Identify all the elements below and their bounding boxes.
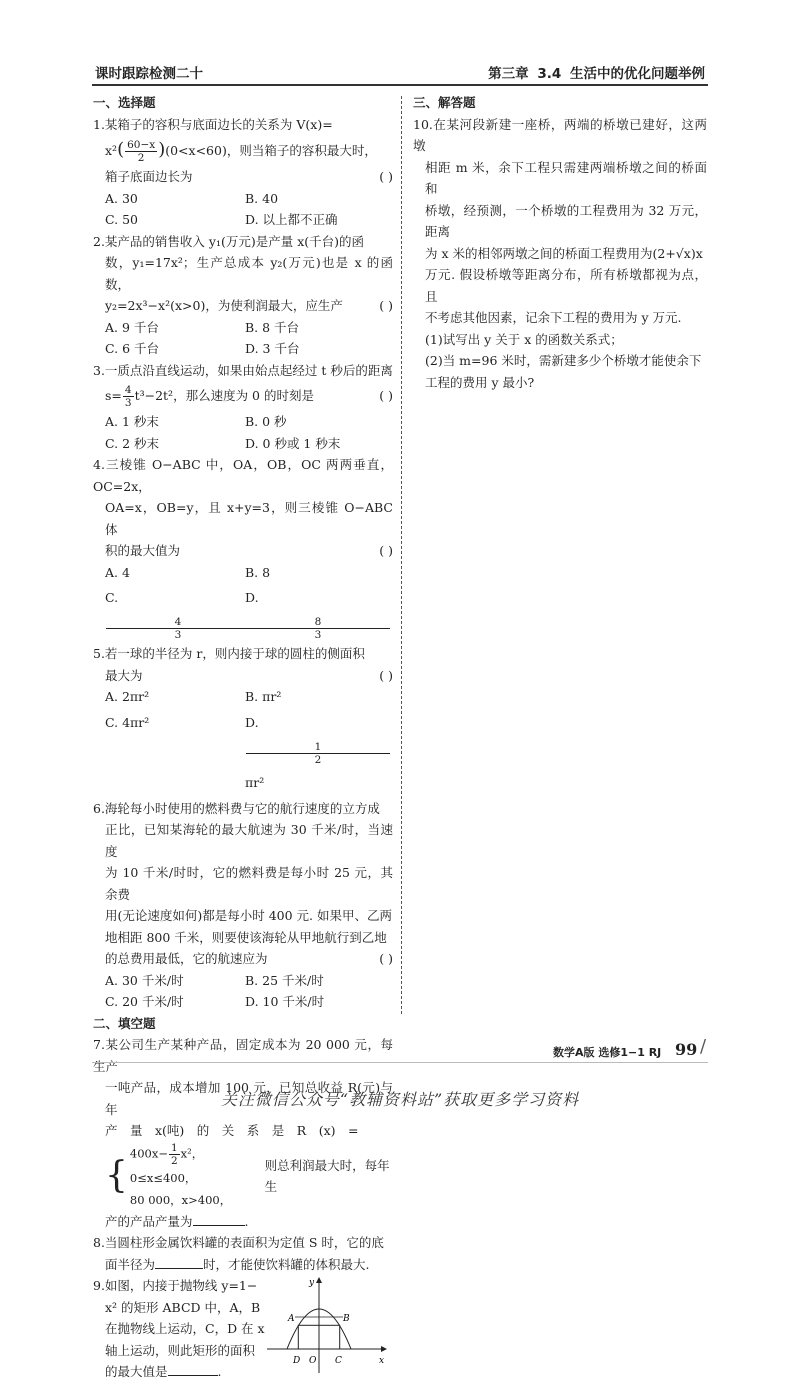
page-slash: / [700,1036,707,1057]
fig-label-c: C [335,1356,342,1366]
q10-line5: 万元. 假设桥墩等距离分布，所有桥墩都视为点，且 [425,267,707,304]
q5-option-a: A. 2πr² [105,689,150,704]
q7-case-2: 80 000，x>400， [129,1192,232,1207]
q2-options-ab [93,317,393,339]
q7-line5: 产的产品产量为 . [105,1213,249,1229]
q1-options-ab [93,188,393,210]
q1-line1: 1.某箱子的容积与底面边长的关系为 V(x)= [93,116,333,132]
fig-label-y: y [309,1278,315,1288]
q4-answer-paren: ( ) [379,543,393,558]
q7-brace: { [105,1155,128,1196]
q3-options-ab [93,411,393,433]
q6-line5: 地相距 800 千米，则要使该海轮从甲地航行到乙地 [105,929,387,945]
page-number: 99 [675,1040,698,1059]
fig-label-b: B [343,1314,350,1324]
q8-line2: 面半径为 时，才能使饮料罐的体积最大. [105,1256,370,1272]
q3-options-cd [93,433,393,455]
q6-line2: 正比，已知某海轮的最大航速为 30 千米/时，当速度 [105,822,393,859]
q4-option-c: C. $\frac{4}{3}$ [105,583,245,643]
q7-tail: 则总利润最大时，每年生 [264,1157,390,1194]
q7-line3: 产 量 x(吨) 的 关 系 是 R (x) = [105,1123,359,1138]
q7-line1: 7.某公司生产某种产品，固定成本为 20 000 元，每生产 [93,1037,393,1074]
q4-option-d: D. $\frac{8}{3}$ [245,583,385,643]
q9-answer-blank[interactable] [168,1363,218,1376]
q5-answer-paren: ( ) [379,667,393,683]
q2-line1: 2.某产品的销售收入 y₁(万元)是产量 x(千台)的函 [93,233,365,249]
left-column [93,92,393,1383]
q4-line1: 4.三棱锥 O−ABC 中，OA，OB，OC 两两垂直，OC=2x， [93,457,393,494]
q7-line2: 一吨产品，成本增加 100 元，已知总收益 R(元)与年 [105,1080,393,1117]
q3-option-d: D. 0 秒或 1 秒末 [245,435,341,451]
question-3 [93,360,393,455]
right-column [413,92,707,393]
q10-part1: (1)试写出 y 关于 x 的函数关系式； [425,331,623,347]
q2-option-c: C. 6 千台 [105,341,159,356]
question-2 [93,231,393,360]
q9-line4: 轴上运动，则此矩形的面积 [105,1342,256,1358]
question-1 [93,114,393,231]
q1-options-cd [93,209,393,231]
column-divider [401,96,402,1014]
q9-parabola-figure [263,1269,389,1379]
q6-option-d: D. 10 千米/时 [245,994,325,1009]
q2-option-b: B. 8 千台 [245,319,300,335]
q3-fraction: $\frac{4}{3}$ [124,384,132,409]
q1-line2: x²( $\frac{60-x}{2}$ )(0<x<60)，则当箱子的容积最大时， [105,139,377,164]
header-right-chapter: 第三章 3.4 生活中的优化问题举例 [488,66,705,82]
q5-option-c: C. 4πr² [105,714,150,730]
q10-line2: 相距 m 米，余下工程只需建两端桥墩之间的桥面和 [425,159,707,196]
q6-option-c: C. 20 千米/时 [105,994,184,1009]
fig-y-arrow [316,1277,322,1283]
q4-option-b: B. 8 [245,564,271,580]
footer-rule [92,1062,708,1063]
q7-piecewise [93,1142,393,1211]
question-4 [93,454,393,643]
question-9 [93,1275,393,1383]
section-choice: 一、选择题 [93,95,156,110]
q3-option-a: A. 1 秒末 [105,414,159,429]
q6-line3: 为 10 千米/时时，它的燃料费是每小时 25 元，其余费 [105,865,393,902]
q10-line1: 10.在某河段新建一座桥，两端的桥墩已建好，这两墩 [413,116,707,153]
q5-option-b: B. πr² [245,689,282,704]
q5-option-d: D. $\frac{1}{2}$ πr² [245,708,385,798]
q9-line3: 在抛物线上运动，C，D 在 x [105,1321,265,1336]
q3-line1: 3.一质点沿直线运动，如果由始点起经过 t 秒后的距离 [93,362,393,378]
footer-edition-tag: 数学A版 选修1−1 RJ [553,1046,662,1059]
q7-case-1: 400x− $\frac{1}{2}$ x²，0≤x≤400， [129,1141,204,1185]
q9-line2: x² 的矩形 ABCD 中，A，B [105,1299,261,1315]
fig-label-o: O [309,1356,317,1366]
q5-options-ab [93,686,393,708]
q5-line2: 最大为 ( ) [93,665,393,687]
q10-line3: 桥墩，经预测，一个桥墩的工程费用为 32 万元，距离 [425,202,707,239]
q3-option-b: B. 0 秒 [245,414,287,429]
q6-line1: 6.海轮每小时使用的燃料费与它的航行速度的立方成 [93,800,380,816]
question-7 [93,1034,393,1232]
q2-option-a: A. 9 千台 [105,319,159,335]
q6-answer-paren: ( ) [379,951,393,966]
q2-line2: 数，y₁=17x²；生产总成本 y₂(万元)也是 x 的函数， [105,255,393,292]
q1-x2: x² [105,143,118,158]
q5-options-cd [93,708,393,798]
q4-options-ab [93,562,393,584]
q1-option-c: C. 50 [105,212,138,227]
q1-line3: 箱子底面边长为 ( ) [93,166,393,188]
fig-label-x: x [379,1356,385,1366]
q1-line2-tail: (0<x<60)，则当箱子的容积最大时， [165,143,377,158]
q1-option-d: D. 以上都不正确 [245,212,338,227]
question-6 [93,798,393,1013]
section-fill: 二、填空题 [93,1015,156,1031]
q6-option-a: A. 30 千米/时 [105,972,184,988]
wechat-promo-line: 关注微信公众号“教辅资料站”获取更多学习资料 [220,1090,580,1109]
fig-label-d: D [293,1356,301,1366]
q6-options-ab [93,970,393,992]
section-answer: 三、解答题 [413,95,476,110]
q5-line1: 5.若一球的半径为 r，则内接于球的圆柱的侧面积 [93,646,365,661]
q8-answer-blank[interactable] [155,1256,203,1269]
q4-line2: OA=x，OB=y，且 x+y=3，则三棱锥 O−ABC 体 [105,500,393,537]
q10-part2-line2: 工程的费用 y 最小? [425,374,535,390]
q4-options-cd [93,583,393,643]
q3-option-c: C. 2 秒末 [105,435,159,451]
question-5 [93,643,393,798]
q3-answer-paren: ( ) [379,388,393,403]
q9-line5: 的最大值是 . [105,1364,222,1379]
q6-line6: 的总费用最低，它的航速应为 ( ) [93,948,393,970]
q2-option-d: D. 3 千台 [245,341,300,356]
q2-options-cd [93,338,393,360]
q2-line3: y₂=2x³−x²(x>0)，为使利润最大，应生产 ( ) [93,295,393,317]
q10-line6: 不考虑其他因素，记余下工程的费用为 y 万元. [425,310,682,325]
q6-options-cd [93,991,393,1013]
q2-answer-paren: ( ) [379,298,393,313]
q6-line4: 用(无论速度如何)都是每小时 400 元. 如果甲、乙两 [105,908,393,923]
q10-line4: 为 x 米的相邻两墩之间的桥面工程费用为(2+√x)x [425,245,703,261]
question-10 [413,114,707,394]
q4-line3: 积的最大值为 ( ) [93,540,393,562]
q10-part2-line1: (2)当 m=96 米时，需新建多少个桥墩才能使余下 [425,353,702,368]
q8-line1: 8.当圆柱形金属饮料罐的表面积为定值 S 时，它的底 [93,1235,384,1250]
q3-line2: s= $\frac{4}{3}$ t³−2t²，那么速度为 0 的时刻是 ( ) [93,381,393,411]
q9-line1: 9.如图，内接于抛物线 y=1− [93,1278,258,1293]
q1-fraction: $\frac{60-x}{2}$ [127,139,156,164]
q4-option-a: A. 4 [105,564,130,580]
fig-x-arrow [381,1346,387,1352]
q7-answer-blank[interactable] [193,1213,245,1226]
fig-label-a: A [288,1314,295,1324]
q6-option-b: B. 25 千米/时 [245,972,324,988]
header-left-title: 课时跟踪检测二十 [95,66,203,82]
q1-answer-paren: ( ) [379,169,393,184]
q1-option-a: A. 30 [105,190,138,206]
q1-option-b: B. 40 [245,190,279,206]
header-rule [92,84,708,86]
